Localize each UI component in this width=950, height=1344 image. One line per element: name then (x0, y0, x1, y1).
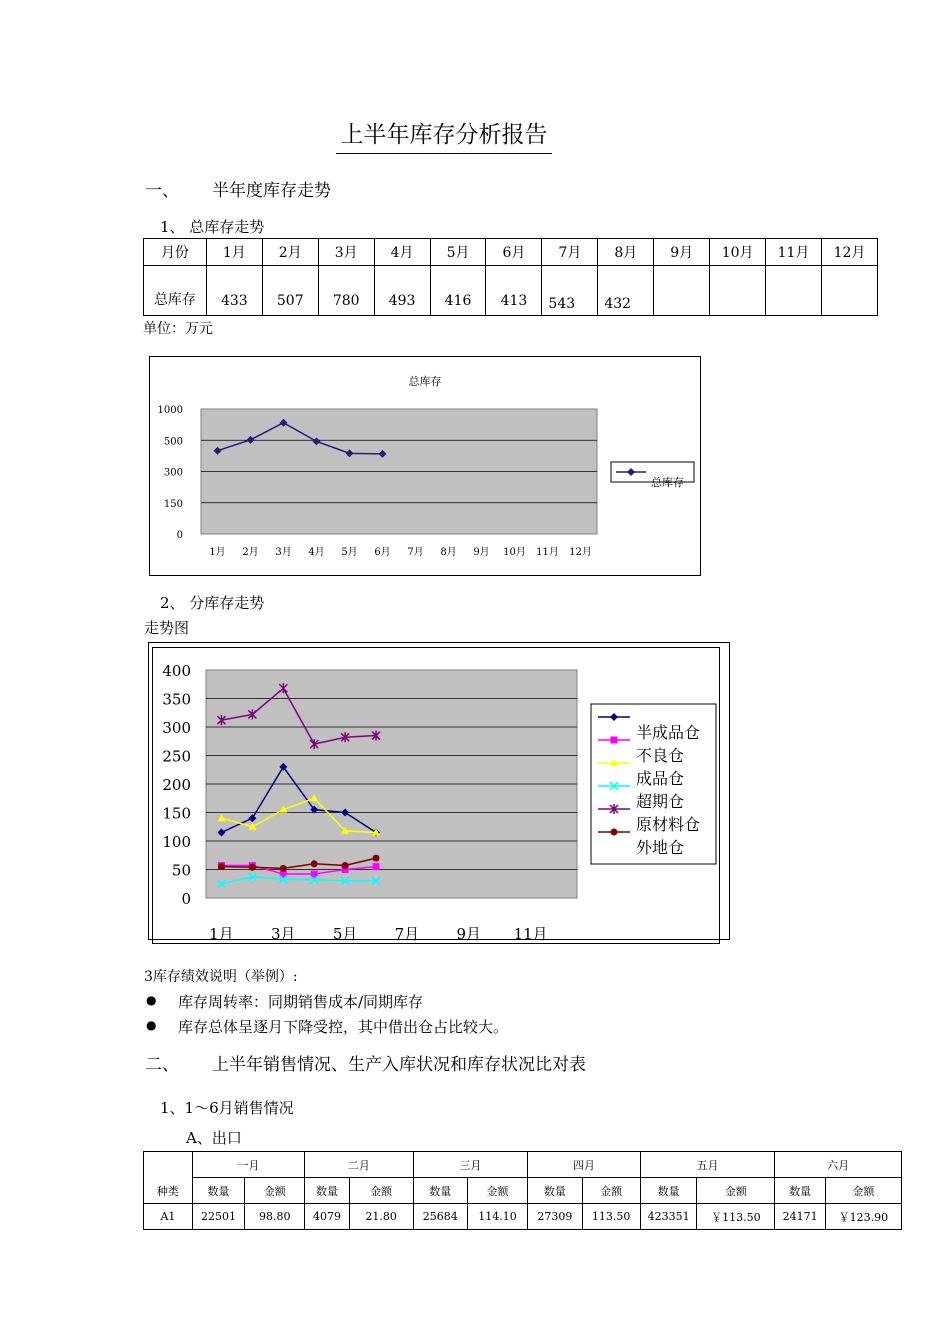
qty-header: 数量 (640, 1178, 697, 1204)
kind-header: 种类 (144, 1152, 193, 1204)
chart2-point (249, 864, 256, 871)
month-header: 7月 (542, 239, 598, 266)
chart2-point (280, 865, 287, 872)
chart2-legend-label: 超期仓 (636, 792, 685, 811)
chart2-point (373, 855, 380, 862)
chart2-legend-label: 成品仓 (636, 769, 685, 788)
chart2-point (342, 862, 349, 869)
sales-table (143, 1151, 902, 1230)
sales-row (144, 1204, 902, 1230)
sales-kind: A1 (144, 1204, 193, 1230)
chart1-x-tick: 3月 (275, 547, 292, 558)
chart2-y-tick: 300 (162, 719, 191, 737)
section2-sub1: 1、1～6月销售情况 (160, 1099, 294, 1117)
chart1-x-tick: 7月 (407, 547, 424, 558)
inventory-value: 433 (206, 266, 262, 316)
month-header-label: 月份 (144, 239, 207, 266)
sales-cell: 25684 (413, 1204, 467, 1230)
chart1-legend-label: 总库存 (651, 476, 684, 489)
chart2-legend-label: 原材料仓 (636, 815, 701, 834)
chart2-point (218, 863, 225, 870)
amt-header: 金额 (697, 1178, 775, 1204)
inventory-value: 507 (262, 266, 318, 316)
row-label: 总库存 (144, 266, 207, 316)
qty-header: 数量 (413, 1178, 467, 1204)
sales-month-header: 五月 (640, 1152, 775, 1178)
section2-number: 二、 (145, 1055, 179, 1075)
chart2-y-tick: 0 (181, 890, 191, 908)
chart1-y-tick: 1000 (157, 405, 183, 416)
sales-cell: 113.50 (582, 1204, 640, 1230)
chart1-x-tick: 6月 (374, 547, 391, 558)
inventory-value (821, 266, 877, 316)
sales-month-row (144, 1152, 902, 1178)
month-header: 10月 (710, 239, 766, 266)
chart1-x-tick: 4月 (308, 547, 325, 558)
page-title: 上半年库存分析报告 (336, 116, 552, 154)
section1-number: 一、 (145, 181, 179, 201)
month-header: 6月 (486, 239, 542, 266)
inventory-value: 416 (430, 266, 486, 316)
chart1-y-tick: 500 (163, 436, 183, 448)
chart2-x-tick: 9月 (456, 925, 482, 943)
chart2-legend-label: 不良仓 (636, 746, 685, 765)
sales-month-header: 二月 (305, 1152, 413, 1178)
section1-sub2: 2、 分库存走势 (160, 594, 265, 612)
sales-month-header: 三月 (413, 1152, 528, 1178)
inventory-value (766, 266, 822, 316)
sub-inventory-chart (148, 642, 732, 947)
chart2-y-tick: 200 (162, 776, 191, 794)
chart2-point (373, 863, 380, 870)
inventory-value: 543 (542, 266, 598, 316)
chart1-y-tick: 150 (163, 498, 183, 510)
chart1-y-tick: 0 (176, 530, 183, 541)
inventory-value (654, 266, 710, 316)
month-header: 4月 (374, 239, 430, 266)
sales-cell: ￥123.90 (825, 1204, 901, 1230)
month-header: 2月 (262, 239, 318, 266)
chart2-y-tick: 350 (162, 690, 191, 709)
amt-header: 金额 (582, 1178, 640, 1204)
chart2-x-tick: 5月 (332, 925, 358, 943)
inventory-value: 780 (318, 266, 374, 316)
chart2-legend-label: 外地仓 (636, 838, 685, 857)
qty-header: 数量 (775, 1178, 825, 1204)
inventory-value: 413 (486, 266, 542, 316)
chart1-x-tick: 12月 (569, 547, 592, 558)
chart1-x-tick: 11月 (536, 547, 559, 558)
month-header: 11月 (766, 239, 822, 266)
month-header: 1月 (206, 239, 262, 266)
inventory-value: 493 (374, 266, 430, 316)
section2-subA: A、出口 (186, 1129, 242, 1147)
section1-sub1: 1、 总库存走势 (160, 218, 265, 236)
month-header: 9月 (654, 239, 710, 266)
amt-header: 金额 (467, 1178, 527, 1204)
bullet-dot: ● (146, 1018, 157, 1032)
qty-header: 数量 (305, 1178, 349, 1204)
section2-heading: 上半年销售情况、生产入库状况和库存状况比对表 (212, 1055, 586, 1075)
amt-header: 金额 (349, 1178, 413, 1204)
sales-cell: 98.80 (245, 1204, 305, 1230)
chart2-legend-marker (611, 829, 618, 836)
chart2-legend-label: 半成品仓 (636, 723, 701, 742)
sales-cell: ￥113.50 (697, 1204, 775, 1230)
total-inventory-chart (149, 356, 701, 576)
qty-header: 数量 (528, 1178, 582, 1204)
month-header: 5月 (430, 239, 486, 266)
chart1-x-tick: 10月 (503, 547, 526, 558)
chart1-x-tick: 9月 (473, 547, 490, 558)
chart1-x-tick: 1月 (209, 547, 226, 558)
month-header: 3月 (318, 239, 374, 266)
sales-cell: 27309 (528, 1204, 582, 1230)
bullet-dot: ● (146, 993, 157, 1007)
amt-header: 金额 (825, 1178, 901, 1204)
chart2-x-tick: 1月 (209, 925, 234, 943)
inventory-value: 432 (598, 266, 654, 316)
chart1-y-tick: 300 (163, 467, 183, 479)
chart2-y-tick: 250 (162, 747, 191, 766)
chart1-x-tick: 8月 (440, 547, 457, 558)
chart2-y-tick: 150 (162, 804, 191, 823)
inventory-table (143, 238, 878, 316)
chart2-x-tick: 7月 (394, 925, 420, 943)
chart2-point (311, 860, 318, 867)
chart1-x-tick: 5月 (341, 547, 358, 558)
month-header: 12月 (821, 239, 877, 266)
sales-subheader-row (144, 1178, 902, 1204)
chart2-x-tick: 11月 (513, 925, 548, 943)
chart1-x-tick: 2月 (242, 547, 259, 558)
sales-cell: 21.80 (349, 1204, 413, 1230)
sales-cell: 423351 (640, 1204, 697, 1230)
unit-label: 单位：万元 (143, 321, 213, 337)
qty-header: 数量 (192, 1178, 244, 1204)
month-header: 8月 (598, 239, 654, 266)
sales-cell: 114.10 (467, 1204, 527, 1230)
inventory-value (710, 266, 766, 316)
amt-header: 金额 (245, 1178, 305, 1204)
chart2-y-tick: 100 (162, 833, 191, 851)
bullet-text: 库存周转率：同期销售成本/同期库存 (178, 993, 424, 1011)
sales-cell: 22501 (192, 1204, 244, 1230)
chart1-title: 总库存 (408, 375, 442, 388)
chart2-legend-marker (611, 737, 618, 744)
section1-3-heading: 3库存绩效说明（举例）: (144, 969, 298, 985)
trend-chart-label: 走势图 (144, 619, 190, 637)
sales-month-header: 六月 (775, 1152, 902, 1178)
sales-month-header: 一月 (192, 1152, 304, 1178)
sales-cell: 4079 (305, 1204, 349, 1230)
chart2-x-tick: 3月 (271, 925, 296, 943)
inventory-value-row (144, 266, 878, 316)
section1-heading: 半年度库存走势 (212, 181, 331, 201)
inventory-header-row (144, 239, 878, 266)
chart2-y-tick: 400 (162, 662, 191, 680)
sales-cell: 24171 (775, 1204, 825, 1230)
sales-month-header: 四月 (528, 1152, 641, 1178)
bullet-text: 库存总体呈逐月下降受控，其中借出仓占比较大。 (178, 1018, 509, 1036)
chart2-y-tick: 50 (171, 861, 191, 880)
